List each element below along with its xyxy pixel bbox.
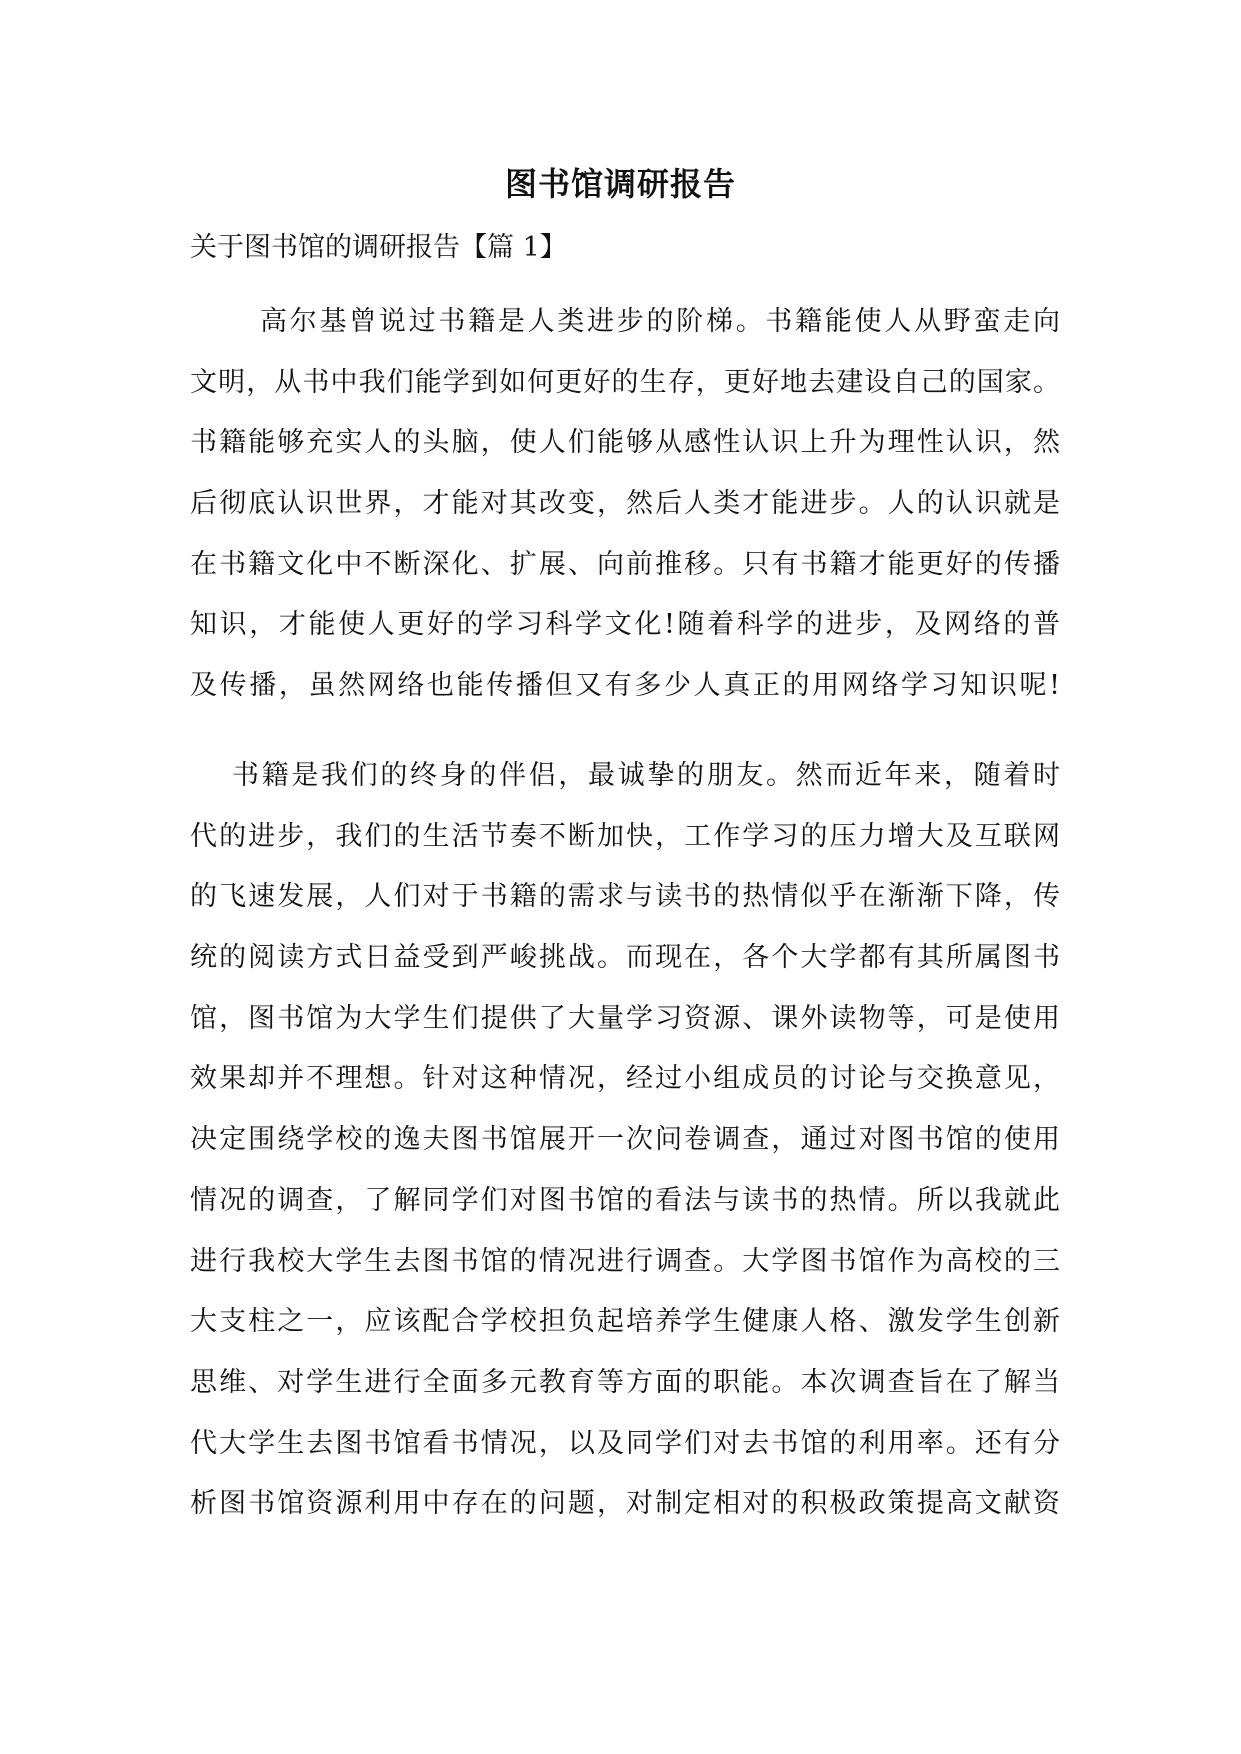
paragraph-line: 进行我校大学生去图书馆的情况进行调查。大学图书馆作为高校的三	[190, 1245, 1060, 1277]
paragraph-line: 书籍是我们的终身的伴侣，最诚挚的朋友。然而近年来，随着时	[232, 760, 1060, 791]
document-title: 图书馆调研报告	[504, 165, 736, 203]
paragraph-line: 大支柱之一，应该配合学校担负起培养学生健康人格、激发学生创新	[190, 1306, 1060, 1338]
paragraph-line: 及传播，虽然网络也能传播但又有多少人真正的用网络学习知识呢!	[190, 670, 1060, 702]
paragraph-line: 后彻底认识世界，才能对其改变，然后人类才能进步。人的认识就是	[190, 488, 1060, 520]
paragraph-line: 知识，才能使人更好的学习科学文化!随着科学的进步，及网络的普	[190, 609, 1060, 641]
paragraph-line: 书籍能够充实人的头脑，使人们能够从感性认识上升为理性认识，然	[190, 427, 1060, 459]
paragraph-line: 代的进步，我们的生活节奏不断加快，工作学习的压力增大及互联网	[190, 820, 1060, 852]
paragraph-line: 决定围绕学校的逸夫图书馆展开一次问卷调查，通过对图书馆的使用	[190, 1124, 1060, 1156]
paragraph-line: 高尔基曾说过书籍是人类进步的阶梯。书籍能使人从野蛮走向	[260, 306, 1060, 337]
paragraph-line: 思维、对学生进行全面多元教育等方面的职能。本次调查旨在了解当	[190, 1366, 1060, 1398]
paragraph-line: 文明，从书中我们能学到如何更好的生存，更好地去建设自己的国家。	[190, 366, 1060, 398]
paragraph-line: 代大学生去图书馆看书情况，以及同学们对去书馆的利用率。还有分	[190, 1427, 1060, 1459]
paragraph-line: 在书籍文化中不断深化、扩展、向前推移。只有书籍才能更好的传播	[190, 548, 1060, 580]
paragraph-line: 的飞速发展，人们对于书籍的需求与读书的热情似乎在渐渐下降，传	[190, 881, 1060, 913]
paragraph-line: 统的阅读方式日益受到严峻挑战。而现在，各个大学都有其所属图书	[190, 942, 1060, 974]
section-heading: 关于图书馆的调研报告【篇 1】	[190, 232, 567, 263]
paragraph-1	[190, 292, 1060, 717]
paragraph-line: 析图书馆资源利用中存在的问题，对制定相对的积极政策提高文献资	[190, 1488, 1060, 1520]
paragraph-line: 情况的调查，了解同学们对图书馆的看法与读书的热情。所以我就此	[190, 1184, 1060, 1216]
paragraph-line: 馆，图书馆为大学生们提供了大量学习资源、课外读物等，可是使用	[190, 1002, 1060, 1034]
paragraph-line: 效果却并不理想。针对这种情况，经过小组成员的讨论与交换意见，	[190, 1063, 1060, 1095]
paragraph-2	[190, 746, 1060, 1535]
